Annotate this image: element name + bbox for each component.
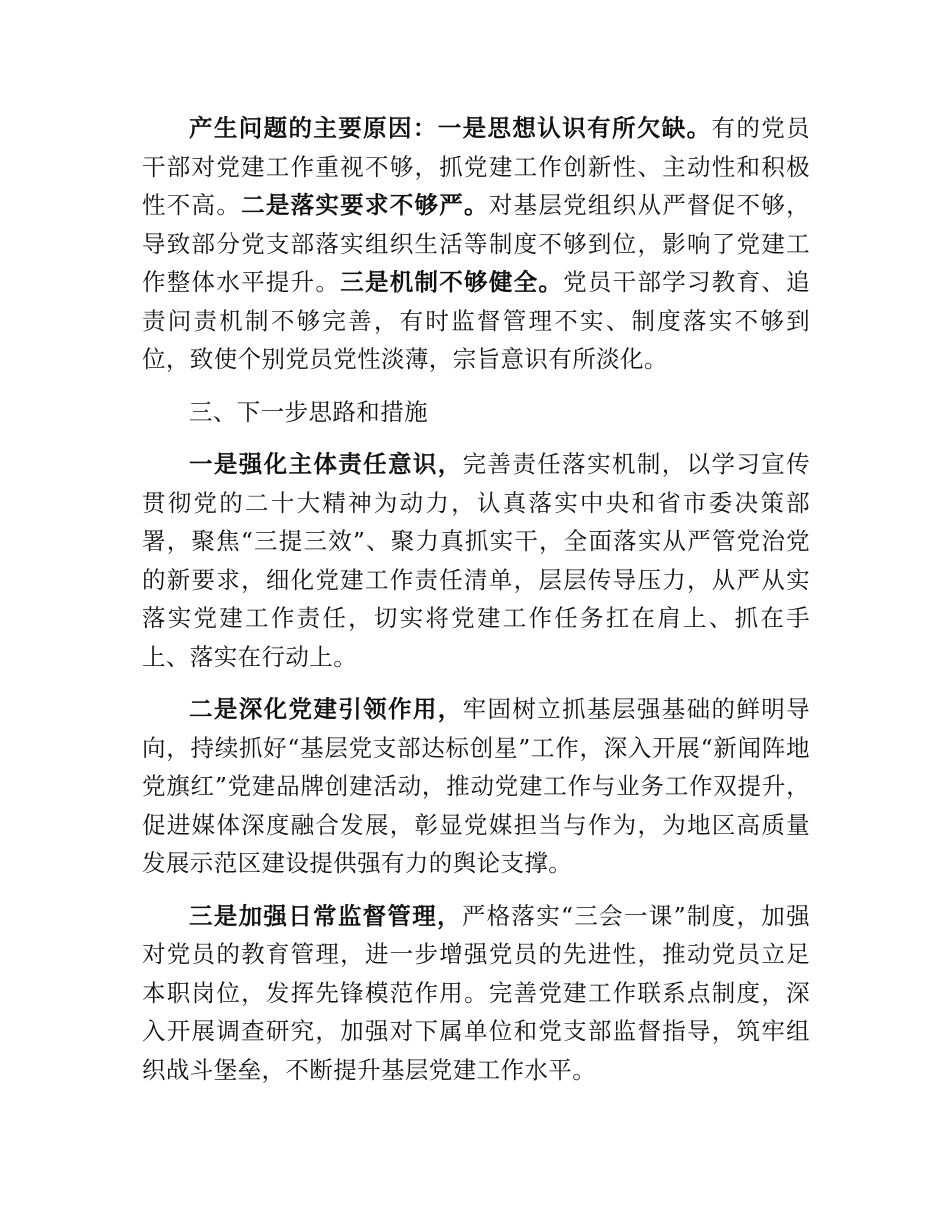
measure-1-title: 一是强化主体责任意识， — [189, 450, 463, 478]
measure-2-title: 二是深化党建引领作用， — [189, 695, 463, 723]
cause-2-title: 二是落实要求不够严。 — [241, 191, 489, 219]
cause-1-text: 有的党员干部对党建工作重视不够，抓党建工作创新性、主动性和积极性不高。 — [142, 114, 811, 219]
measure-3-title: 三是加强日常监督管理， — [189, 901, 462, 930]
section-heading-text: 三、下一步思路和措施 — [189, 397, 428, 426]
measure-1-text: 完善责任落实机制，以学习宣传贯彻党的二十大精神为动力，认真落实中央和省市委决策部署，聚焦“三提三效”、聚力真抓实干，全面落实从严管党治党的新要求，细化党建工作责任清单，层层传导压力，从严从实落实党建工作责任，切实将党建工作任务扛在肩上、抓在手上、落实在行动上。 — [142, 450, 810, 671]
measure-3-text: 严格落实“三会一课”制度，加强对党员的教育管理，进一步增强党员的先进性，推动党员立足本职岗位，发挥先锋模范作用。完善党建工作联系点制度，深入开展调查研究，加强对下属单位和党支部监督指导，筑牢组织战斗堡垒，不断提升基层党建工作水平。 — [142, 901, 810, 1084]
measure-1-paragraph — [142, 445, 810, 676]
section-heading — [142, 393, 810, 432]
cause-1-title: 一是思想认识有所欠缺。 — [437, 114, 712, 142]
cause-3-title: 三是机制不够健全。 — [340, 268, 564, 296]
measure-2-text: 牢固树立抓基层强基础的鲜明导向，持续抓好“基层党支部达标创星”工作，深入开展“新闻阵地党旗红”党建品牌创建活动，推动党建工作与业务工作双提升，促进媒体深度融合发展，彰显党媒担当与作为，为地区高质量发展示范区建设提供强有力的舆论支撑。 — [142, 695, 810, 877]
cause-2-text: 对基层党组织从严督促不够，导致部分党支部落实组织生活等制度不够到位，影响了党建工作整体水平提升。 — [142, 191, 810, 296]
causes-lead: 产生问题的主要原因： — [189, 114, 438, 142]
causes-paragraph — [142, 109, 810, 379]
measure-2-paragraph — [142, 690, 810, 883]
document-page — [142, 109, 810, 1103]
measure-3-paragraph — [142, 897, 810, 1090]
cause-3-text: 党员干部学习教育、追责问责机制不够完善，有时监督管理不实、制度落实不够到位，致使个别党员党性淡薄，宗旨意识有所淡化。 — [142, 268, 810, 373]
